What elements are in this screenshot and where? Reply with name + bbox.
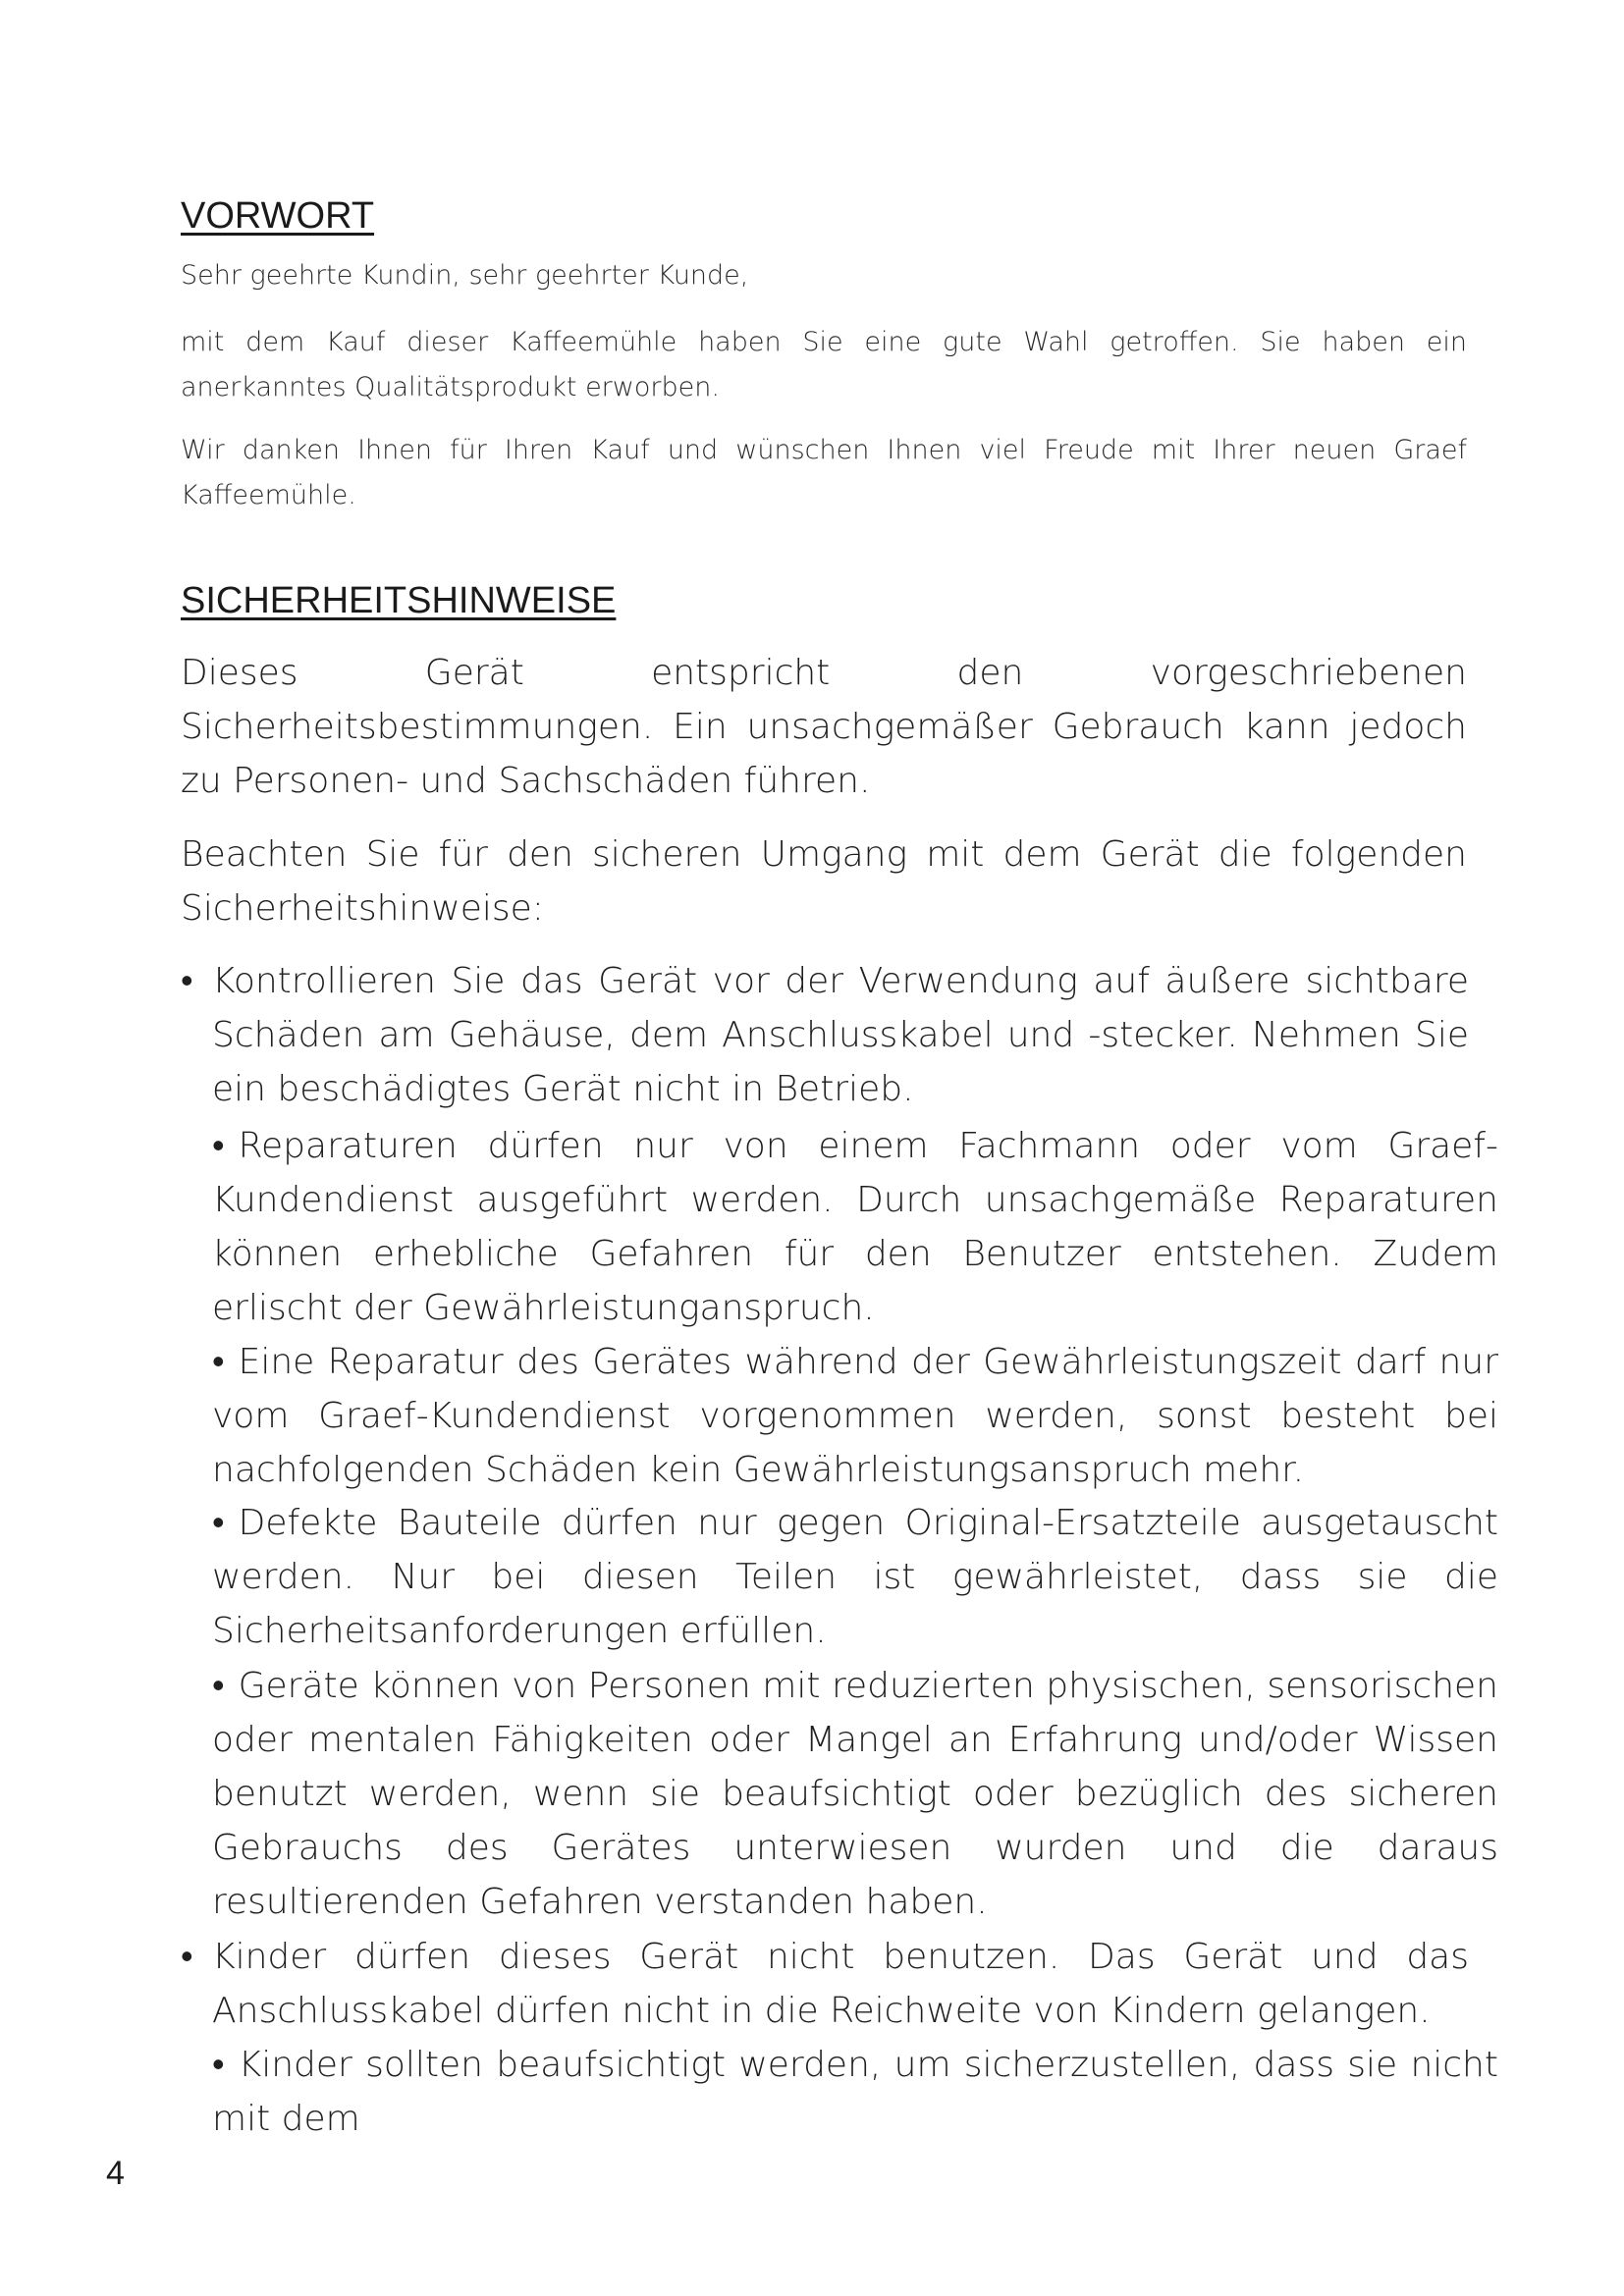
bullet-dot: • <box>212 1503 225 1543</box>
bullet-text: Kinder sollten beaufsichtigt werden, um sicherzustellen, dass sie nicht mit dem <box>212 2045 1498 2139</box>
bullet-dot: • <box>181 1937 193 1977</box>
safety-bullet-item <box>212 1496 1498 1658</box>
bullet-dot: • <box>212 1342 225 1382</box>
bullet-text: Eine Reparatur des Gerätes während der Gewährleistungszeit darf nur vom Graef-Kundendienst vorgenommen werden, sonst besteht bei nachfolgenden Schäden kein Gewährleistungsanspruch mehr. <box>212 1342 1498 1490</box>
bullet-text: Kinder dürfen dieses Gerät nicht benutzen. Das Gerät und das Anschlusskabel dürfen nicht in die Reichweite von Kindern gelangen. <box>212 1937 1469 2031</box>
safety-instruction-paragraph: Beachten Sie für den sicheren Umgang mit dem Gerät die folgenden Sicherheitshinweise: <box>181 834 1467 929</box>
bullet-dot: • <box>212 1666 225 1706</box>
page-number: 4 <box>106 2155 125 2192</box>
bullet-text: Defekte Bauteile dürfen nur gegen Original-Ersatzteile ausgetauscht werden. Nur bei diesen Teilen ist gewährleistet, dass sie die Sicherheitsanforderungen erfüllen. <box>212 1503 1498 1651</box>
safety-bullet-item <box>212 2038 1498 2146</box>
bullet-text: Kontrollieren Sie das Gerät vor der Verwendung auf äußere sichtbare Schäden am Gehäuse, dem Anschlusskabel und -stecker. Nehmen Sie ein beschädigtes Gerät nicht in Betrieb. <box>212 961 1469 1109</box>
safety-bullet-item <box>212 1335 1498 1497</box>
bullet-dot: • <box>212 2045 225 2085</box>
greeting-text: Sehr geehrte Kundin, sehr geehrter Kunde, <box>181 260 749 291</box>
section-heading-sicherheitshinweise: SICHERHEITSHINWEISE <box>181 580 617 621</box>
safety-bullet-item <box>181 1930 1469 2038</box>
bullet-text: Reparaturen dürfen nur von einem Fachmann oder vom Graef-Kundendienst ausgeführt werden. Durch unsachgemäße Reparaturen können erhebliche Gefahren für den Benutzer entstehen. Zudem erlischt der Gewährleistunganspruch. <box>212 1126 1498 1328</box>
safety-intro-paragraph: Dieses Gerät entspricht den vorgeschriebenen Sicherheitsbestimmungen. Ein unsachgemäßer Gebrauch kann jedoch zu Personen- und Sachschäden führen. <box>181 653 1467 801</box>
intro-paragraph: mit dem Kauf dieser Kaffeemühle haben Sie eine gute Wahl getroffen. Sie haben ein anerkanntes Qualitätsprodukt erworben. <box>181 327 1467 402</box>
bullet-dot: • <box>181 961 193 1001</box>
safety-bullet-item <box>212 1119 1498 1335</box>
bullet-dot: • <box>212 1126 225 1166</box>
safety-bullet-item <box>212 1659 1498 1929</box>
thanks-paragraph: Wir danken Ihnen für Ihren Kauf und wünschen Ihnen viel Freude mit Ihrer neuen Graef Kaffeemühle. <box>181 435 1467 510</box>
safety-bullet-item <box>181 954 1469 1116</box>
section-heading-vorwort: VORWORT <box>181 195 375 237</box>
bullet-text: Geräte können von Personen mit reduzierten physischen, sensorischen oder mentalen Fähigkeiten oder Mangel an Erfahrung und/oder Wissen benutzt werden, wenn sie beaufsichtigt oder bezüglich des sicheren Gebrauchs des Gerätes unterwiesen wurden und die daraus resultierenden Gefahren verstanden haben. <box>212 1666 1498 1922</box>
